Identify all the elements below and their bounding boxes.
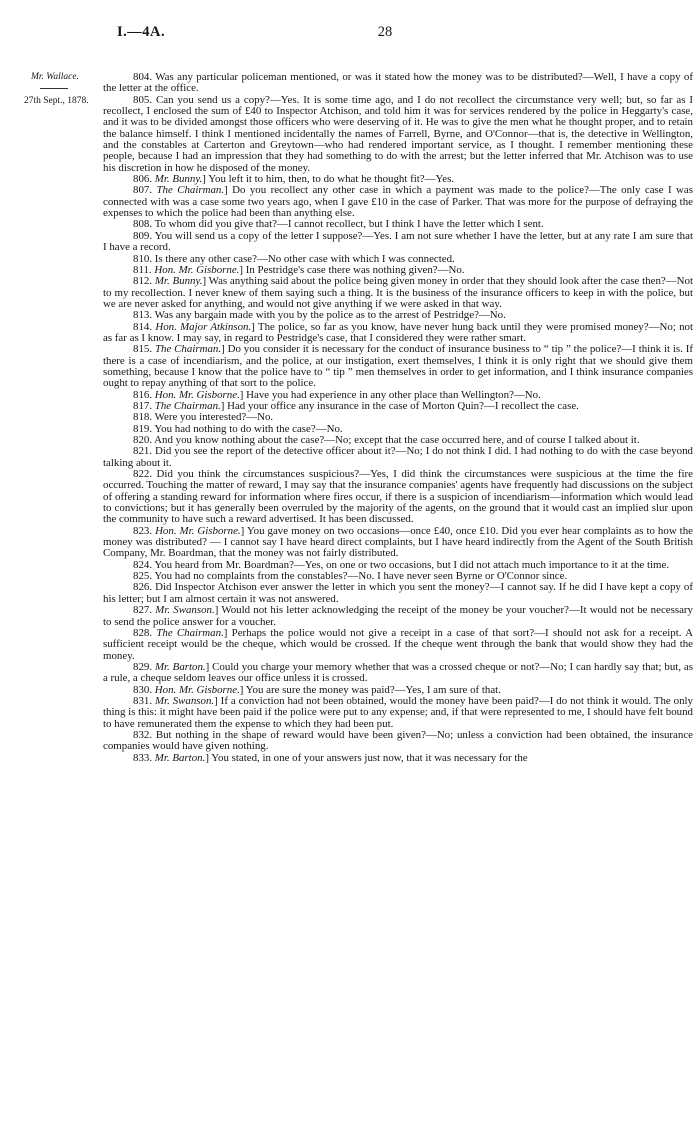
speaker-name: Mr. Bunny. <box>154 173 203 186</box>
testimony-paragraph: 816. Hon. Mr. Gisborne.] Have you had experience in any other place than Wellington?—No. <box>133 388 541 401</box>
page-header <box>0 24 700 44</box>
speaker-name: The Chairman. <box>154 343 222 356</box>
speaker-name: Mr. Barton. <box>154 751 206 764</box>
testimony-paragraph: 830. Hon. Mr. Gisborne.] You are sure the money was paid?—Yes, I am sure of that. <box>133 683 501 696</box>
testimony-paragraph: 819. You had nothing to do with the case?—No. <box>133 422 343 435</box>
testimony-paragraph: 813. Was any bargain made with you by the police as to the arrest of Pestridge?—No. <box>133 309 506 322</box>
testimony-paragraph: 815. The Chairman.] Do you consider it is necessary for the conduct of insurance business to “ tip ” the police?—I think it is. If there is a case of incendiarism, and the police, at our instigation, exert themselves, I think it is only right that we should give them something, because I know that the police have to “ tip ” men themselves in order to get information, and I think insurance companies ought to repay anything of that sort to the police. <box>103 343 694 390</box>
page-number: 28 <box>377 24 393 40</box>
speaker-name: The Chairman. <box>156 626 224 639</box>
testimony-paragraph: 810. Is there any other case?—No other case with which I was connected. <box>133 252 455 265</box>
testimony-paragraph: 818. Were you interested?—No. <box>133 411 274 424</box>
testimony-paragraph: 808. To whom did you give that?—I cannot recollect, but I think I have the letter which I sent. <box>133 218 544 231</box>
testimony-paragraph: 805. Can you send us a copy?—Yes. It is some time ago, and I do not recollect the circumstance very well; but, so far as I recollect, I enclosed the sum of £40 to Inspector Atchison, and told him it was for services rendered by the police in Heggarty's case, and it was to be divided amongst those officers who were deserving of it. He was to give the men what he thought proper, and to retain the balance himself. I think I mentioned incidentally the names of Farrell, Byrne, and O'Connor—that is, the detective in Wellington, and the constables at Carterton and Greytown—who had rendered important service, as I thought. I remember mentioning these people, because I had an impression that they had something to do with the arrest; but the letter inferred that Mr. Atchison was to use his discretion in how he disposed of the money. <box>103 93 693 174</box>
speaker-name: Hon. Mr. Gisborne. <box>155 524 241 537</box>
speaker-name: Hon. Mr. Gisborne. <box>154 683 240 696</box>
testimony-paragraph: 822. Did you think the circumstances suspicious?—Yes, I did think the circumstances were suspicious at the time the fire occurred. Touching the matter of reward, I may say that the insurance companies' agents have frequently had discussions on the subject of offering a standing reward for information where fires occur, if there is a suspicion of incendiarism—information which would lead to convictions; but it has generally been overruled by the majority of the agents, on the ground that it would cast an implied slur upon the community to have such a reward advertised. It has been discussed. <box>103 468 693 526</box>
testimony-paragraph: 821. Did you see the report of the detective officer about it?—No; I do not think I did. I had nothing to do with the case beyond talking about it. <box>103 445 693 469</box>
speaker-name: Mr. Swanson. <box>155 604 215 617</box>
speaker-name: Hon. Major Atkinson. <box>155 320 252 333</box>
testimony-paragraph: 825. You had no complaints from the constables?—No. I have never seen Byrne or O'Connor since. <box>133 570 568 583</box>
testimony-paragraph: 811. Hon. Mr. Gisborne.] In Pestridge's case there was nothing given?—No. <box>133 263 465 276</box>
testimony-date: 27th Sept., 1878. <box>24 96 89 106</box>
speaker-name: Hon. Mr. Gisborne. <box>154 263 240 276</box>
testimony-paragraph: 827. Mr. Swanson.] Would not his letter acknowledging the receipt of the money be your voucher?—It would not be necessary to send the police answer for a voucher. <box>103 604 693 628</box>
speaker-name: Mr. Bunny. <box>154 275 203 288</box>
testimony-paragraph: 814. Hon. Major Atkinson.] The police, so far as you know, have never hung back until they were promised money?—No; not as far as I know. I may say, in regard to Pestridge's case, that I considered they were rather smart. <box>103 320 693 344</box>
testimony-body <box>103 72 693 764</box>
testimony-paragraph: 820. And you know nothing about the case?—No; except that the case occurred here, and of course I talked about it. <box>133 434 640 446</box>
testimony-paragraph: 826. Did Inspector Atchison ever answer the letter in which you sent the money?—I cannot say. If he did I have kept a copy of his letter; but I am almost certain it was not answered. <box>103 581 693 605</box>
testimony-paragraph: 806. Mr. Bunny.] You left it to him, then, to do what he thought fit?—Yes. <box>133 173 455 186</box>
testimony-paragraph: 832. But nothing in the shape of reward would have been given?—No; unless a conviction had been obtained, the insurance companies would have given nothing. <box>103 728 693 753</box>
speaker-name: The Chairman. <box>156 184 225 197</box>
speaker-name: Mr. Swanson. <box>154 694 215 707</box>
speaker-name: The Chairman. <box>154 399 221 412</box>
testimony-paragraph: 831. Mr. Swanson.] If a conviction had not been obtained, would the money have been paid?—I do not think it would. The only thing is this: it might have been paid if the police were put to any expense; and, if that were represented to me, I should have felt bound to have remunerated them the expense to which they had been put. <box>103 694 694 730</box>
margin-divider <box>40 88 68 89</box>
witness-name: Mr. Wallace. <box>31 72 79 82</box>
document-reference: I.—4A. <box>117 24 166 40</box>
speaker-name: Hon. Mr. Gisborne. <box>154 388 240 401</box>
testimony-paragraph: 804. Was any particular policeman mentioned, or was it stated how the money was to be distributed?—Well, I have a copy of the letter at the office. <box>103 71 693 95</box>
testimony-paragraph: 809. You will send us a copy of the letter I suppose?—Yes. I am not sure whether I have the letter, but at any rate I am sure that I have a record. <box>103 229 693 254</box>
testimony-paragraph: 828. The Chairman.] Perhaps the police would not give a receipt in a case of that sort?—I should not ask for a receipt. A sufficient receipt would be the cheque, which would be crossed. If the cheque went through the bank that would show they had the money. <box>103 626 694 662</box>
testimony-paragraph: 812. Mr. Bunny.] Was anything said about the police being given money in order that they should look after the case then?—Not to my recollection. I never knew of them saying such a thing. It is the business of the insurance officers to keep in with the police, but we are never asked for anything, and would not give anything if we were asked in that way. <box>103 275 693 310</box>
testimony-paragraph: 807. The Chairman.] Do you recollect any other case in which a payment was made to the police?—The only case I was connected with was a case some two years ago, when I gave £10 in the case of Parker. That was more for the purpose of defraying the expenses to which the police had been than anything else. <box>103 184 693 220</box>
testimony-paragraph: 829. Mr. Barton.] Could you charge your memory whether that was a crossed cheque or not?—No; I can hardly say that; but, as a rule, a cheque seldom leaves our office unless it is crossed. <box>103 660 693 685</box>
testimony-paragraph: 833. Mr. Barton.] You stated, in one of your answers just now, that it was necessary for the <box>133 751 528 764</box>
testimony-paragraph: 824. You heard from Mr. Boardman?—Yes, on one or two occasions, but I did not attach much importance to it at the time. <box>133 558 670 571</box>
testimony-paragraph: 817. The Chairman.] Had your office any insurance in the case of Morton Quin?—I recollect the case. <box>133 399 579 412</box>
speaker-name: Mr. Barton. <box>154 660 206 673</box>
testimony-paragraph: 823. Hon. Mr. Gisborne.] You gave money on two occasions—once £40, once £10. Did you ever hear complaints as to how the money was distributed? — I cannot say I have heard direct complaints, but I have heard indirectly from the Agent of the South British Company, Mr. Boardman, that the money was not fairly distributed. <box>103 524 693 560</box>
